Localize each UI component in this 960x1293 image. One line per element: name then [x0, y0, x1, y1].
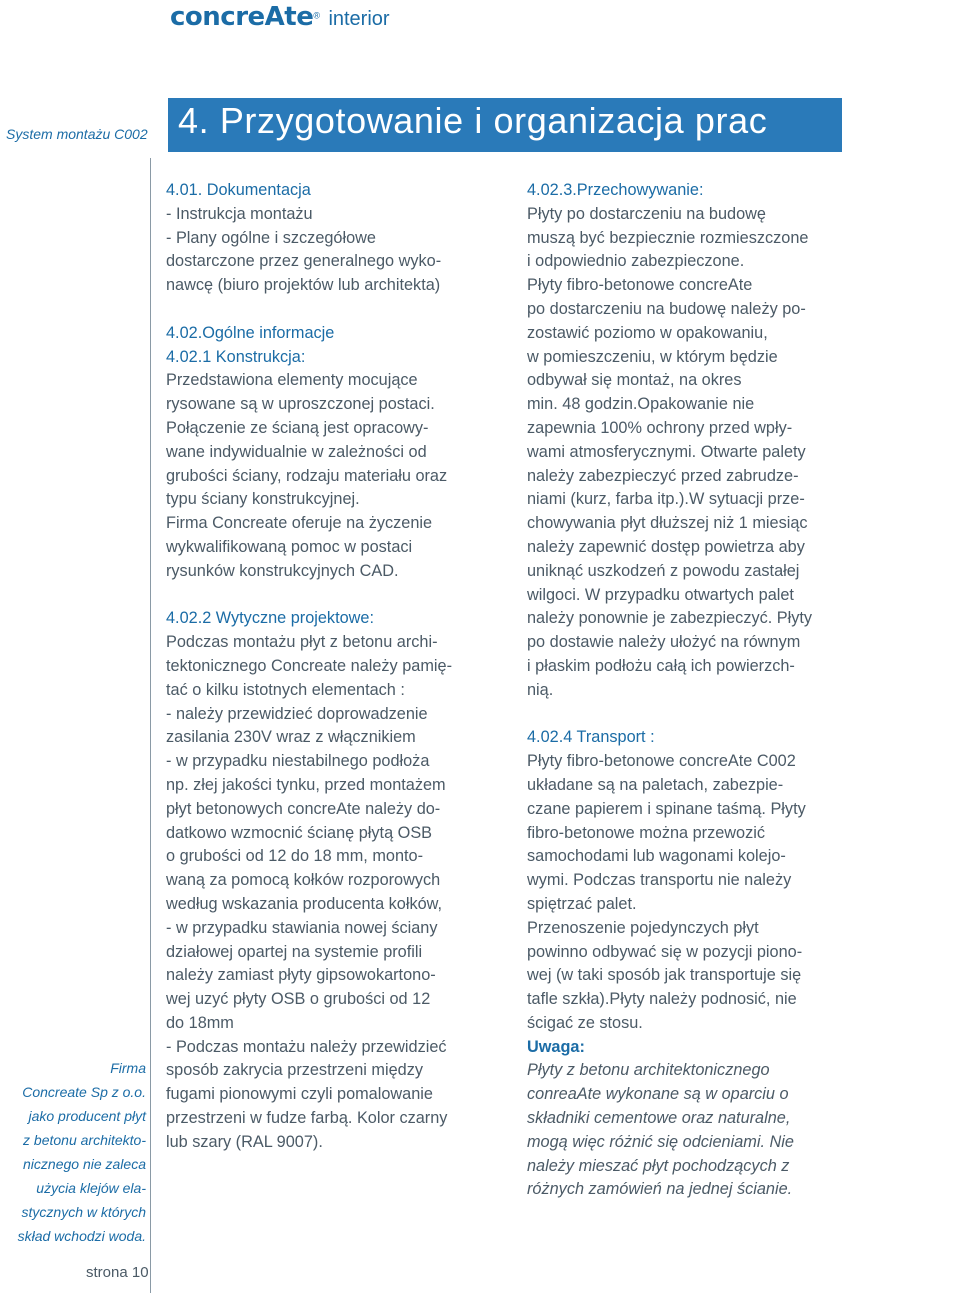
paragraph-line: muszą być bezpiecznie rozmieszczone — [527, 228, 809, 247]
section-heading: 4.02.Ogólne informacje — [166, 323, 335, 342]
section-design-guidelines — [166, 607, 491, 1154]
paragraph-line: Podczas montażu płyt z betonu archi- — [166, 633, 438, 652]
section-heading: 4.02.4 Transport : — [527, 728, 655, 747]
vertical-divider — [150, 158, 151, 1293]
paragraph-line: niami (kurz, farba itp.).W sytuacji prze- — [527, 490, 805, 509]
paragraph-line: lub szary (RAL 9007). — [166, 1132, 323, 1151]
paragraph-line: w pomieszczeniu, w którym będzie — [527, 347, 778, 366]
paragraph-line: działowej opartej na systemie profili — [166, 942, 423, 961]
section-heading: 4.01. Dokumentacja — [166, 181, 311, 199]
paragraph-line: przestrzeni w fudze farbą. Kolor czarny — [166, 1109, 448, 1128]
side-note-line: Firma — [110, 1060, 146, 1076]
paragraph-line: po dostawie należy ułożyć na równym — [527, 633, 801, 652]
paragraph-line: rysowane są w uproszczonej postaci. — [166, 395, 435, 414]
paragraph-line: - w przypadku stawiania nowej ściany — [166, 918, 438, 937]
section-heading: 4.02.2 Wytyczne projektowe: — [166, 609, 374, 628]
paragraph-line: zostawić poziomo w opakowaniu, — [527, 323, 768, 342]
paragraph-line: samochodami lub wagonami kolejo- — [527, 847, 786, 866]
side-note-line: użycia klejów ela- — [36, 1180, 146, 1196]
note-line: różnych zamówień na jednej ścianie. — [527, 1180, 793, 1199]
spacer — [166, 584, 491, 608]
paragraph-line: należy zabezpieczyć przed zabrudze- — [527, 466, 799, 485]
paragraph-line: po dostarczeniu na budowę należy po- — [527, 299, 806, 318]
paragraph-line: wymi. Podczas transportu nie należy — [527, 871, 792, 890]
paragraph-line: o grubości od 12 do 18 mm, monto- — [166, 847, 424, 866]
right-column — [527, 179, 845, 1202]
side-note-line: skład wchodzi woda. — [17, 1228, 146, 1244]
paragraph-line: waną za pomocą kołków rozporowych — [166, 871, 441, 890]
section-note — [527, 1036, 845, 1203]
paragraph-line: wane indywidualnie w zależności od — [166, 442, 427, 461]
paragraph-line: fugami pionowymi czyli pomalowanie — [166, 1085, 433, 1104]
paragraph-line: wej uzyć płyty OSB o grubości od 12 — [166, 990, 431, 1009]
paragraph-line: zapewnia 100% ochrony przed wpły- — [527, 418, 793, 437]
side-note-line: jako producent płyt — [28, 1108, 146, 1124]
paragraph-line: uniknąć uszkodzeń z powodu zastałej — [527, 561, 800, 580]
paragraph-line: układane są na paletach, zabezpie- — [527, 775, 784, 794]
section-storage — [527, 179, 845, 703]
page-number: strona 10 — [86, 1264, 149, 1281]
paragraph-line: dostarczone przez generalnego wyko- — [166, 252, 442, 271]
paragraph-line: ścigać ze stosu. — [527, 1013, 643, 1032]
paragraph-line: - Podczas montażu należy przewidzieć — [166, 1037, 447, 1056]
section-heading: 4.02.1 Konstrukcja: — [166, 347, 306, 366]
paragraph-line: tać o kilku istotnych elementach : — [166, 680, 405, 699]
paragraph-line: i odpowiednio zabezpieczone. — [527, 252, 745, 271]
title-bar — [168, 98, 842, 152]
paragraph-line: datkowo wzmocnić ścianę płytą OSB — [166, 823, 433, 842]
note-label: Uwaga: — [527, 1037, 585, 1056]
paragraph-line: należy ponownie je zabezpieczyć. Płyty — [527, 609, 813, 628]
paragraph-line: Firma Concreate oferuje na życzenie — [166, 514, 433, 533]
page-title: 4. Przygotowanie i organizacja prac — [178, 100, 768, 141]
paragraph-line: odbywał się montaż, na okres — [527, 371, 742, 390]
paragraph-line: powinno odbywać się w pozycji piono- — [527, 942, 803, 961]
paragraph-line: typu ściany konstrukcyjnej. — [166, 490, 360, 509]
logo-wordmark: concreAte — [170, 2, 314, 32]
spacer — [527, 703, 845, 727]
paragraph-line: do 18mm — [166, 1013, 234, 1032]
paragraph-line: Przenoszenie pojedynczych płyt — [527, 918, 759, 937]
paragraph-line: spiętrzać palet. — [527, 894, 637, 913]
paragraph-line: min. 48 godzin.Opakowanie nie — [527, 395, 755, 414]
paragraph-line: i płaskim podłożu całą ich powierzch- — [527, 656, 795, 675]
note-line: należy mieszać płyt pochodzących z — [527, 1156, 790, 1175]
paragraph-line: wilgoci. W przypadku otwartych palet — [527, 585, 794, 604]
paragraph-line: sposób zakrycia przestrzeni między — [166, 1061, 423, 1080]
section-documentation — [166, 179, 491, 298]
note-line: mogą więc różnić się odcieniami. Nie — [527, 1132, 794, 1151]
paragraph-line: fibro-betonowe można przewozić — [527, 823, 766, 842]
paragraph-line: - w przypadku niestabilnego podłoża — [166, 752, 430, 771]
paragraph-line: chowywania płyt dłuższej niż 1 miesiąc — [527, 514, 808, 533]
paragraph-line: Przedstawiona elementy mocujące — [166, 371, 418, 390]
spacer — [166, 298, 491, 322]
paragraph-line: grubości ściany, rodzaju materiału oraz — [166, 466, 448, 485]
paragraph-line: nią. — [527, 680, 554, 699]
paragraph-line: Płyty fibro-betonowe concreAte — [527, 276, 753, 295]
paragraph-line: np. złej jakości tynku, przed montażem — [166, 775, 446, 794]
side-note — [4, 1056, 146, 1248]
paragraph-line: wej (w taki sposób jak transportuje się — [527, 966, 802, 985]
paragraph-line: Płyty po dostarczeniu na budowę — [527, 204, 766, 223]
paragraph-line: - Plany ogólne i szczegółowe — [166, 228, 376, 247]
brand-logo — [170, 2, 390, 32]
side-note-line: stycznych w których — [21, 1204, 146, 1220]
paragraph-line: - Instrukcja montażu — [166, 204, 313, 223]
paragraph-line: zasilania 230V wraz z włącznikiem — [166, 728, 416, 747]
left-column — [166, 179, 491, 1155]
note-line: składniki cementowe oraz naturalne, — [527, 1109, 791, 1128]
paragraph-line: rysunków konstrukcyjnych CAD. — [166, 561, 399, 580]
section-construction — [166, 346, 491, 584]
paragraph-line: tafle szkła).Płyty należy podnosić, nie — [527, 990, 797, 1009]
section-transport — [527, 726, 845, 1035]
side-note-line: Concreate Sp z o.o. — [22, 1084, 146, 1100]
paragraph-line: czane papierem i spinane taśmą. Płyty — [527, 799, 806, 818]
paragraph-line: według wskazania producenta kołków, — [166, 894, 443, 913]
system-label: System montażu C002 — [6, 126, 148, 142]
paragraph-line: - należy przewidzieć doprowadzenie — [166, 704, 428, 723]
paragraph-line: wami atmosferycznymi. Otwarte palety — [527, 442, 806, 461]
note-line: Płyty z betonu architektonicznego — [527, 1061, 770, 1080]
note-line: conreaAte wykonane są w oparciu o — [527, 1085, 789, 1104]
paragraph-line: należy zapewnić dostęp powietrza aby — [527, 537, 805, 556]
paragraph-line: płyt betonowych concreAte należy do- — [166, 799, 441, 818]
logo-suffix: interior — [328, 8, 390, 30]
paragraph-line: wykwalifikowaną pomoc w postaci — [166, 537, 413, 556]
logo-registered-mark: ® — [313, 10, 320, 21]
side-note-line: z betonu architekto- — [23, 1132, 146, 1148]
paragraph-line: tektonicznego Concreate należy pamię- — [166, 656, 452, 675]
paragraph-line: Połączenie ze ścianą jest opracowy- — [166, 418, 429, 437]
paragraph-line: nawcę (biuro projektów lub architekta) — [166, 276, 441, 295]
paragraph-line: Płyty fibro-betonowe concreAte C002 — [527, 752, 796, 771]
paragraph-line: należy zamiast płyty gipsowokartono- — [166, 966, 436, 985]
side-note-line: nicznego nie zaleca — [23, 1156, 146, 1172]
section-heading: 4.02.3.Przechowywanie: — [527, 181, 704, 199]
